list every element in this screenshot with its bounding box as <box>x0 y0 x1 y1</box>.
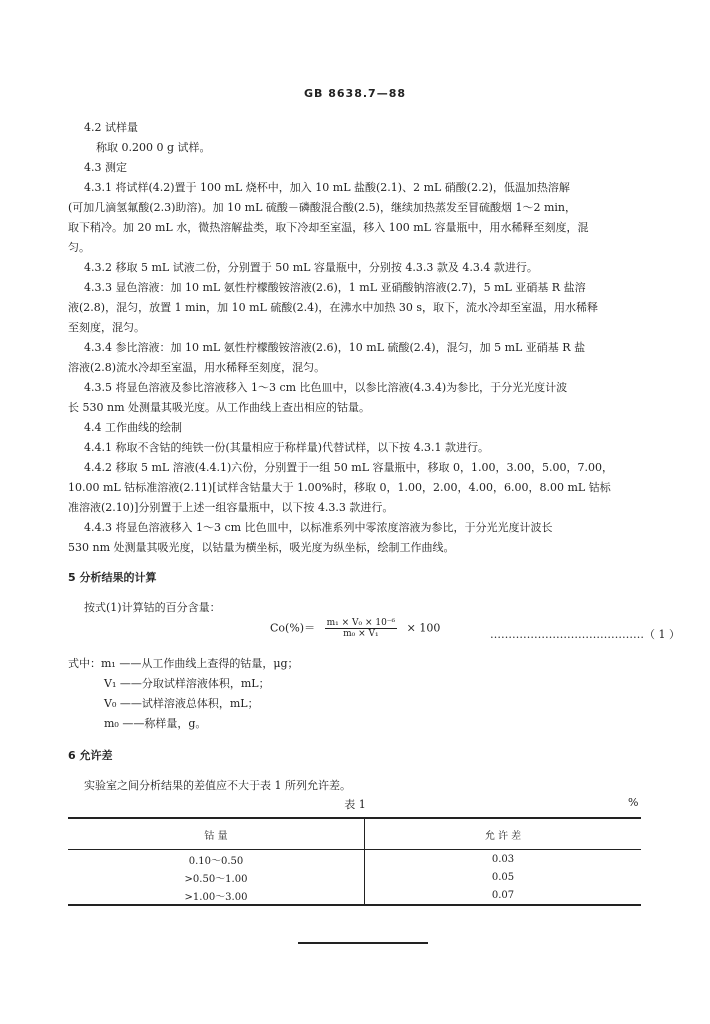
table-cell: 0.07 <box>365 886 642 905</box>
formula-1 <box>270 618 440 639</box>
text-line: 4.4.1 称取不含钴的纯铁一份(其量相应于称样量)代替试样，以下按 4.3.1 款进行。 <box>84 441 490 454</box>
text-line: 称取 0.200 0 g 试样。 <box>96 141 211 154</box>
text-line: 4.3.4 参比溶液：加 10 mL 氨性柠檬酸铵溶液(2.6)，10 mL 硫酸(2.4)，混匀，加 5 mL 亚硝基 R 盐 <box>84 341 586 354</box>
text-line: 至刻度，混匀。 <box>68 321 145 334</box>
formula-lhs: Co(%)＝ <box>270 621 316 635</box>
table-header-row <box>68 818 641 850</box>
page-header: GB 8638.7—88 <box>304 87 406 100</box>
table-row <box>68 850 641 869</box>
text-line: 匀。 <box>68 241 90 254</box>
text-line: 4.3.5 将显色溶液及参比溶液移入 1～3 cm 比色皿中，以参比溶液(4.3.4)为参比，于分光光度计波 <box>84 381 568 394</box>
text-line: 长 530 nm 处测量其吸光度。从工作曲线上查出相应的钴量。 <box>68 401 370 414</box>
equation-number: ……………………………………（ 1 ） <box>490 628 680 641</box>
text-line: 530 nm 处测量其吸光度，以钴量为横坐标，吸光度为纵坐标，绘制工作曲线。 <box>68 541 455 554</box>
table-unit: % <box>628 796 639 809</box>
text-line: m₀ ——称样量，g。 <box>104 717 207 730</box>
text-line: 按式(1)计算钴的百分含量： <box>84 601 221 614</box>
text-line: 4.2 试样量 <box>84 121 138 134</box>
table-cell: 0.10～0.50 <box>68 850 365 869</box>
text-line: 实验室之间分析结果的差值应不大于表 1 所列允许差。 <box>84 779 351 792</box>
formula-rhs: × 100 <box>406 621 441 635</box>
text-line: 液(2.8)，混匀，放置 1 min，加 10 mL 硫酸(2.4)，在沸水中加热 30 s，取下，流水冷却至室温，用水稀释 <box>68 301 599 314</box>
text-line: 取下稍冷。加 20 mL 水，微热溶解盐类，取下冷却至室温，移入 100 mL 容量瓶中，用水稀释至刻度，混 <box>68 221 589 234</box>
text-line: V₁ ——分取试样溶液体积，mL； <box>104 677 270 690</box>
table-title: 表 1 <box>344 798 366 811</box>
table-cell: >1.00～3.00 <box>68 886 365 905</box>
text-line: 10.00 mL 钴标准溶液(2.11)[试样含钴量大于 1.00%时，移取 0，1.00，2.00，4.00，6.00，8.00 mL 钴标 <box>68 481 611 494</box>
formula-denominator: m₀ × V₁ <box>343 629 379 639</box>
text-line: 4.4 工作曲线的绘制 <box>84 421 182 434</box>
text-line: 4.4.3 将显色溶液移入 1～3 cm 比色皿中，以标准系列中零浓度溶液为参比，于分光光度计波长 <box>84 521 553 534</box>
text-line: 4.4.2 移取 5 mL 溶液(4.4.1)六份，分别置于一组 50 mL 容量瓶中，移取 0，1.00，3.00，5.00，7.00， <box>84 461 613 474</box>
text-line: 溶液(2.8)流水冷却至室温，用水稀释至刻度，混匀。 <box>68 361 326 374</box>
footer-rule <box>298 942 428 944</box>
table-cell: >0.50～1.00 <box>68 868 365 886</box>
text-line: V₀ ——试样溶液总体积，mL； <box>104 697 259 710</box>
text-line: 式中：m₁ ——从工作曲线上查得的钴量，μg； <box>68 657 299 670</box>
formula-fraction <box>325 618 398 639</box>
text-line: 4.3.3 显色溶液：加 10 mL 氨性柠檬酸铵溶液(2.6)，1 mL 亚硝酸钠溶液(2.7)，5 mL 亚硝基 R 盐溶 <box>84 281 586 294</box>
tolerance-table <box>68 817 641 906</box>
text-line: 4.3 测定 <box>84 161 127 174</box>
column-header: 允 许 差 <box>365 818 642 850</box>
table-cell: 0.05 <box>491 871 515 883</box>
column-header: 钴 量 <box>68 818 365 850</box>
text-line: 4.3.1 将试样(4.2)置于 100 mL 烧杯中，加入 10 mL 盐酸(2.1)、2 mL 硝酸(2.2)，低温加热溶解 <box>84 181 570 194</box>
table-row <box>68 868 641 886</box>
text-line: 4.3.2 移取 5 mL 试液二份，分别置于 50 mL 容量瓶中，分别按 4.3.3 款及 4.3.4 款进行。 <box>84 261 538 274</box>
formula-numerator: m₁ × V₀ × 10⁻⁶ <box>326 618 396 628</box>
text-line: (可加几滴氢氟酸(2.3)助溶)。加 10 mL 硫酸－磷酸混合酸(2.5)，继续加热蒸发至冒硫酸烟 1～2 min， <box>68 201 576 214</box>
section-heading: 5 分析结果的计算 <box>68 571 157 584</box>
text-line: 准溶液(2.10)]分别置于上述一组容量瓶中，以下按 4.3.3 款进行。 <box>68 501 394 514</box>
table-cell: 0.03 <box>491 853 515 865</box>
table-row <box>68 886 641 905</box>
section-heading: 6 允许差 <box>68 749 113 762</box>
